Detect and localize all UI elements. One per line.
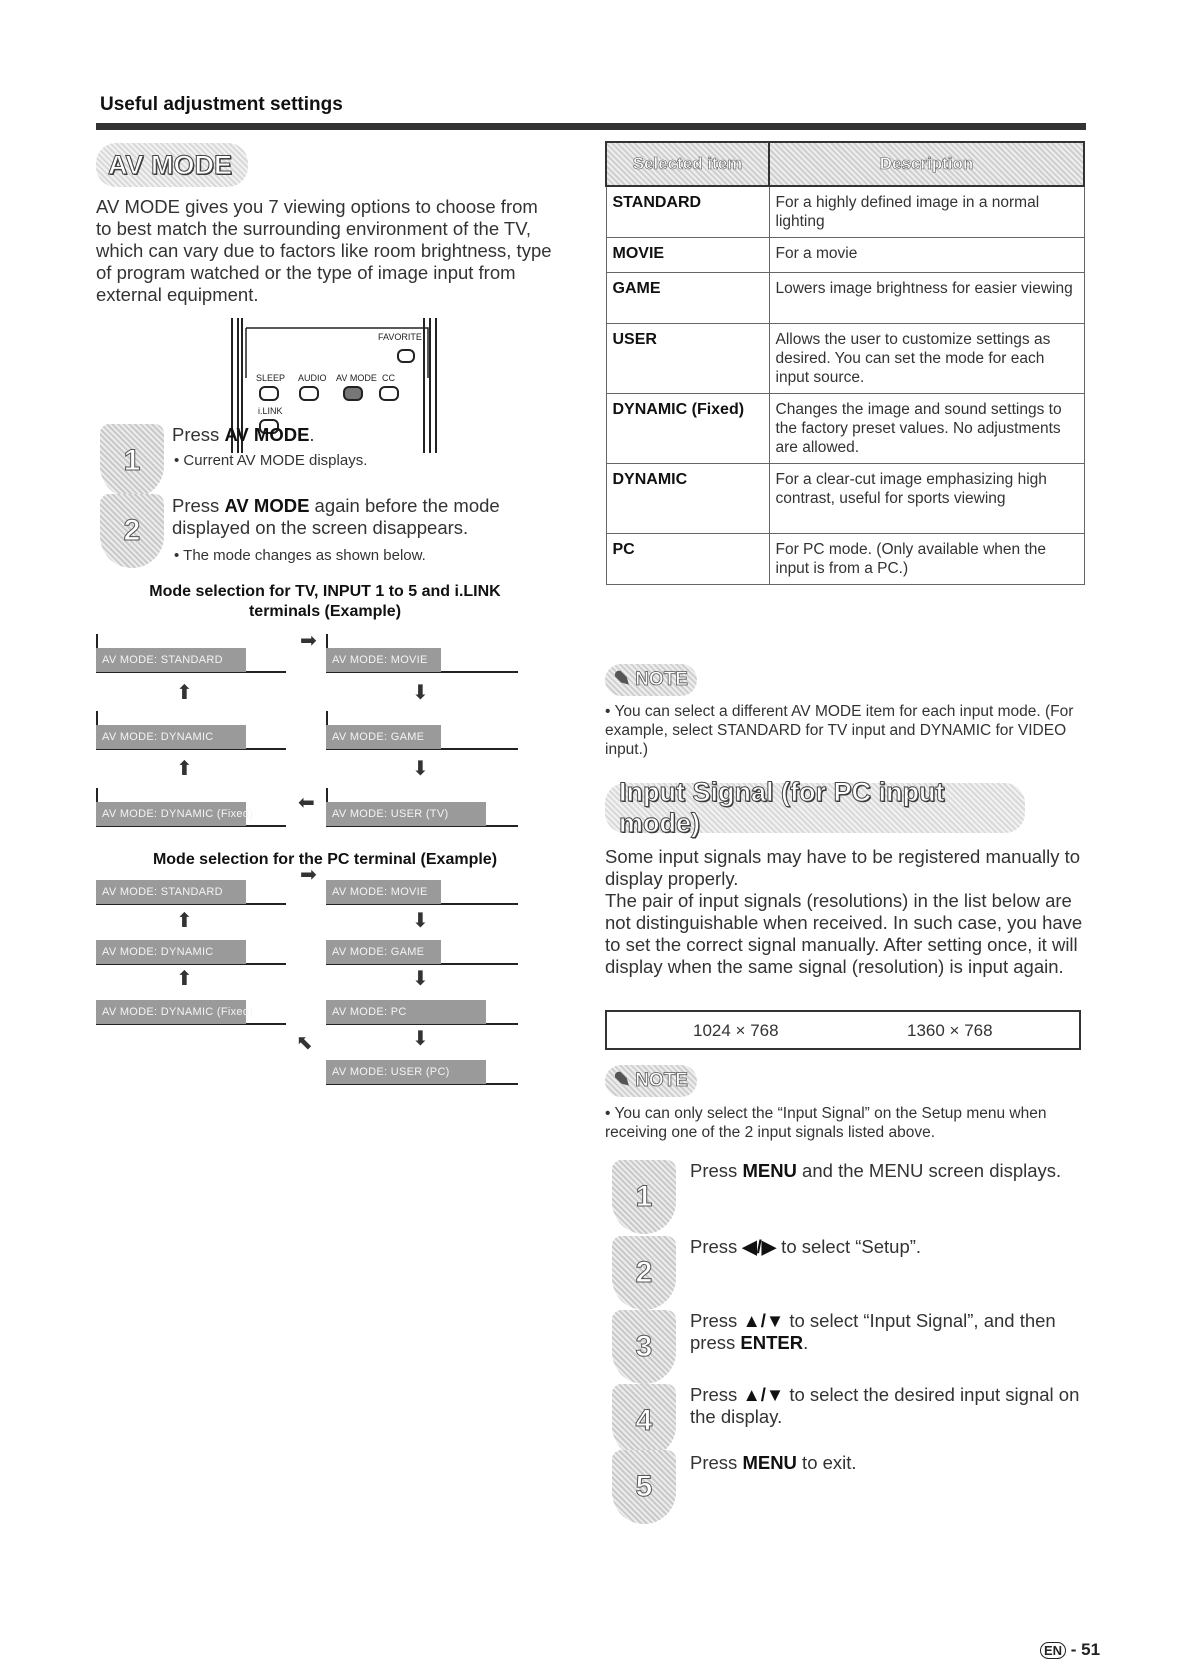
- pc-mode-standard: AV MODE: STANDARD: [96, 880, 286, 904]
- tv-mode-game: AV MODE: GAME: [326, 725, 518, 749]
- table-row: MOVIE For a movie: [606, 238, 1084, 273]
- pc-mode-pc: AV MODE: PC: [326, 1000, 518, 1024]
- step-2-badge: 2: [100, 494, 164, 568]
- arrow-down-icon: ⬇: [412, 682, 429, 704]
- step-2-text: Press AV MODE again before the mode displayed on the screen disappears.: [172, 495, 500, 538]
- av-mode-banner: AV MODE: [96, 143, 248, 187]
- pc-step-4-badge: 4: [612, 1384, 676, 1458]
- page-number: EN - 51: [1040, 1640, 1100, 1660]
- favorite-label: FAVORITE: [378, 332, 422, 342]
- table-row: DYNAMIC For a clear-cut image emphasizing high contrast, useful for sports viewing: [606, 464, 1084, 534]
- arrow-left-icon: ⬅: [298, 792, 315, 814]
- caption-tv-modes: Mode selection for TV, INPUT 1 to 5 and i.LINK terminals (Example): [149, 583, 501, 620]
- audio-label: AUDIO: [298, 373, 327, 383]
- table-header-desc: Description: [769, 142, 1084, 186]
- input-signal-intro: Some input signals may have to be registered manually to display properly.: [605, 846, 1081, 889]
- pc-mode-dynamic: AV MODE: DYNAMIC: [96, 940, 286, 964]
- input-signal-banner: Input Signal (for PC input mode): [605, 783, 1025, 833]
- pencil-icon: ✎: [614, 669, 630, 690]
- table-row: STANDARD For a highly defined image in a normal lighting: [606, 186, 1084, 238]
- table-row: USER Allows the user to customize settings as desired. You can set the mode for each input source.: [606, 324, 1084, 394]
- arrow-right-icon: ➡: [300, 864, 317, 886]
- note-badge: ✎ NOTE: [605, 664, 697, 696]
- arrow-down-icon: ⬇: [412, 758, 429, 780]
- pc-step-4-text: Press ▲/▼ to select the desired input signal on the display.: [690, 1384, 1080, 1427]
- caption-pc-modes: Mode selection for the PC terminal (Example): [152, 851, 498, 868]
- table-row: DYNAMIC (Fixed) Changes the image and sound settings to the factory preset values. No adjustments are allowed.: [606, 394, 1084, 464]
- arrow-up-icon: ⬆: [176, 910, 193, 932]
- pencil-icon: ✎: [614, 1070, 630, 1091]
- tv-mode-movie: AV MODE: MOVIE: [326, 648, 518, 672]
- sleep-label: SLEEP: [256, 373, 286, 383]
- tv-mode-standard: AV MODE: STANDARD: [96, 648, 286, 672]
- table-row: GAME Lowers image brightness for easier viewing: [606, 273, 1084, 324]
- arrow-down-icon: ⬇: [412, 1028, 429, 1050]
- pc-step-2-text: Press ◀/▶ to select “Setup”.: [690, 1236, 922, 1257]
- table-row: PC For PC mode. (Only available when the input is from a PC.): [606, 534, 1084, 585]
- step-1-text: Press AV MODE.: [172, 424, 315, 445]
- pc-step-3-text: Press ▲/▼ to select “Input Signal”, and then press ENTER.: [690, 1310, 1056, 1353]
- arrow-up-icon: ⬆: [176, 968, 193, 990]
- note-2-text: • You can only select the “Input Signal” on the Setup menu when receiving one of the 2 input signals listed above.: [605, 1105, 1047, 1141]
- av-mode-table: [605, 141, 1085, 585]
- pc-mode-user: AV MODE: USER (PC): [326, 1060, 518, 1084]
- up-down-arrows-icon: ▲/▼: [742, 1384, 785, 1405]
- step-1-bullet: • Current AV MODE displays.: [174, 452, 368, 469]
- tv-mode-dynamic: AV MODE: DYNAMIC: [96, 725, 286, 749]
- cc-label: CC: [382, 373, 395, 383]
- av-mode-intro: AV MODE gives you 7 viewing options to choose from to best match the surrounding environment of the TV, which can vary due to factors like room brightness, type of program watched or the type of image input from external equipment.: [96, 196, 552, 305]
- input-signal-intro-2: The pair of input signals (resolutions) in the list below are not distinguishable when received. In such case, you have to set the correct signal manually. After setting once, it will display when the same signal (resolution) is input again.: [605, 890, 1083, 977]
- pc-mode-dynamic-fixed: AV MODE: DYNAMIC (Fixed): [96, 1000, 286, 1024]
- header-rule: [96, 123, 1086, 130]
- resolution-1: 1024 × 768: [693, 1021, 779, 1040]
- note-badge: ✎ NOTE: [605, 1065, 697, 1097]
- step-1-badge: 1: [100, 424, 164, 498]
- left-right-arrows-icon: ◀/▶: [742, 1236, 777, 1257]
- pc-mode-game: AV MODE: GAME: [326, 940, 518, 964]
- pc-step-1-text: Press MENU and the MENU screen displays.: [690, 1160, 1062, 1181]
- note-1-text: • You can select a different AV MODE item for each input mode. (For example, select STANDARD for TV input and DYNAMIC for VIDEO input.): [605, 703, 1074, 758]
- arrow-up-icon: ⬆: [176, 682, 193, 704]
- arrow-up-icon: ⬆: [176, 758, 193, 780]
- arrow-diagonal-icon: ⬉: [296, 1032, 313, 1054]
- pc-step-3-badge: 3: [612, 1310, 676, 1384]
- tv-mode-user: AV MODE: USER (TV): [326, 802, 518, 826]
- table-header-item: Selected item: [606, 142, 769, 186]
- pc-step-5-text: Press MENU to exit.: [690, 1452, 857, 1473]
- step-2-bullet: • The mode changes as shown below.: [174, 547, 426, 564]
- section-title: Useful adjustment settings: [100, 94, 343, 115]
- arrow-down-icon: ⬇: [412, 910, 429, 932]
- arrow-right-icon: ➡: [300, 630, 317, 652]
- pc-mode-movie: AV MODE: MOVIE: [326, 880, 518, 904]
- resolution-2: 1360 × 768: [907, 1021, 993, 1040]
- pc-step-5-badge: 5: [612, 1450, 676, 1524]
- pc-step-2-badge: 2: [612, 1236, 676, 1310]
- table-header-row: [606, 142, 1084, 186]
- arrow-down-icon: ⬇: [412, 968, 429, 990]
- av-mode-label: AV MODE: [336, 373, 377, 383]
- pc-step-1-badge: 1: [612, 1160, 676, 1234]
- up-down-arrows-icon: ▲/▼: [742, 1310, 785, 1331]
- resolution-box: [605, 1010, 1081, 1050]
- ilink-label: i.LINK: [258, 406, 283, 416]
- language-badge: EN: [1040, 1642, 1066, 1659]
- tv-mode-dynamic-fixed: AV MODE: DYNAMIC (Fixed): [96, 802, 286, 826]
